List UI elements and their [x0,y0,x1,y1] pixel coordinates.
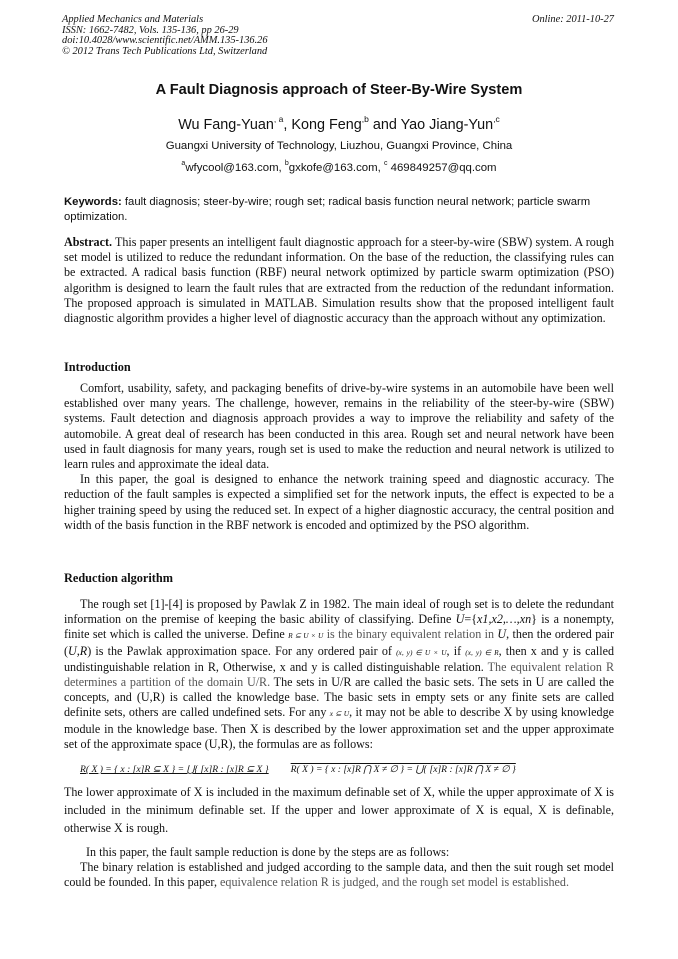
approximation-formulas [80,764,516,775]
author-2-mark: ,b [361,114,369,124]
text-run: equivalence relation R is judged, and the rough set model is established. [220,875,569,890]
author-1-mark: , a [273,114,284,124]
journal-name: Applied Mechanics and Materials [62,14,204,25]
keywords-text: fault diagnosis; steer-by-wire; rough set; radical basis function neural network; particle swarm optimization. [64,196,591,223]
text-run: The rough set [1]-[4] is proposed by Pawlak Z in 1982. The main ideal of rough set is to delete the redundant information on the premise of keeping the basic ability of classifying. Define [64,597,614,627]
online-date: Online: 2011-10-27 [531,14,614,25]
email-a: wfycool@163.com, [185,162,285,174]
text-run: , then the ordered pair ( [64,627,614,658]
keywords-label: Keywords: [64,196,122,208]
reduction-paragraph-1 [64,597,614,752]
reduction-paragraph-3: In this paper, the fault sample reduction is done by the steps are as follows: [86,845,450,859]
text-run: The sets in U/R are called the basic sets. The sets in U are called the concepts, and (U,R) is called the knowledge base. The basic sets in empty sets or any finite sets are called definite sets, others are called undefined sets. For any [64,675,614,720]
author-3: Yao Jiang-Yun [400,117,494,133]
email-b: gxkofe@163.com, [288,162,384,174]
email-line [0,160,678,174]
introduction-body [64,381,614,533]
email-c: 469849257@qq.com [387,162,497,174]
text-run: , if [446,643,466,658]
text-run: is the binary equivalent relation in [323,627,498,642]
author-separator: , [283,117,292,133]
text-run: ={ [464,612,478,627]
math-U: U [497,627,507,642]
text-run: , it may not be able to describe X by using knowledge module in the knowledge base. Then X is described by the lower approximation set and the upper approximate set of the approximate space (U,R), the formulas are as follows: [64,705,614,751]
reduction-paragraph-2: The lower approximate of X is included in the maximum definable set of X, while the upper approximate of X is included in the minimum definable set. If the upper and lower approximate of X is equal, X is definable, otherwise X is rough. [64,785,614,835]
email-a-mark: a [181,160,186,167]
lower-approximation-formula: R( X ) = { x : [x]R ⊆ X } = ⋃{ [x]R : [x]R ⊆ X } [80,764,269,775]
math-relation: R ⊆ U × U [288,631,324,641]
issn-line: ISSN: 1662-7482, Vols. 135-136, pp 26-29 [62,24,239,36]
paper-title: A Fault Diagnosis approach of Steer-By-Wire System [155,82,523,98]
text-run: The equivalent relation R determines a partition of the domain U/R. [64,659,615,690]
email-c-mark: c [383,160,388,167]
math-pair: (x, y) ∈ R [465,647,499,657]
author-2: Kong Feng [291,117,362,133]
author-1: Wu Fang-Yuan [178,117,274,133]
introduction-paragraph-2: In this paper, the goal is designed to enhance the network training speed and diagnostic accuracy. The reduction of the fault samples is expected a simplified set for the network inputs, the effect is expected to be a higher training speed by using the reduced set. In expect of a higher diagnostic accuracy, the central position and width of the basis function in the RBF network is encoded and optimized by the PSO algorithm. [64,472,614,532]
math-set: x1,x2,…,xn [477,612,532,627]
math-U: U [455,612,465,627]
math-subset: x ⊆ U [329,709,350,719]
reduction-heading: Reduction algorithm [64,571,173,585]
reduction-steps [64,845,614,891]
text-run: The binary relation is established and judged according to the sample data, and then the suit rough set model could be founded. In this paper, [64,860,614,890]
author-line [0,114,678,133]
abstract-text: This paper presents an intelligent fault diagnostic approach for a steer-by-wire (SBW) system. A rough set model is utilized to reduce the redundant information. On the base of the reduction, the classifying rules can be extracted. A radical basis function (RBF) neural network optimized by particle swarm optimization (PSO) algorithm is designed to learn the fault rules that are extracted from the reduction of the redundant information. The proposed approach is simulated in MATLAB. Simulation results show that the proposed intelligent fault diagnostic algorithm provides a higher level of diagnostic accuracy than the approach without any optimization. [64,235,614,326]
introduction-paragraph-1: Comfort, usability, safety, and packaging benefits of drive-by-wire systems in an automobile have been well established over many years. The challenge, however, remains in the reliability of the steer-by-wire (SBW) systems. Fault detection and diagnosis approach provides a way to improve the reliability and safety of the automobile. A great deal of research has been conducted in this area. Rough set and neural network have been used in fault diagnosis for many years, rough set is used to make the reduction and neural network is utilized to learn rules and approximate the ideal data. [64,381,614,472]
text-run: } is a nonempty, finite set which is called the universe. Define [64,612,615,642]
text-run: , then x and y is called undistinguishable relation in R, Otherwise, x and y is called distinguishable relation. [64,643,614,674]
introduction-heading: Introduction [64,360,131,374]
doi-line: doi:10.4028/www.scientific.net/AMM.135-136.26 [62,35,268,47]
abstract [64,235,614,326]
reduction-body [64,597,614,752]
math-pair: (x, y) ∈ U × U [396,647,447,657]
author-3-mark: ,c [493,114,500,124]
text-run: ) is the Pawlak approximation space. For any ordered pair of [87,643,397,658]
email-b-mark: b [284,160,289,167]
keywords [64,195,614,225]
author-separator: and [368,117,401,133]
affiliation: Guangxi University of Technology, Liuzhou, Guangxi Province, China [165,140,513,152]
journal-header [62,15,268,57]
reduction-paragraph-4 [64,860,614,890]
upper-approximation-formula: R( X ) = { x : [x]R ⋂ X ≠ ∅ } = ⋃{ [x]R : [x]R ⋂ X ≠ ∅ } [290,764,516,775]
reduction-continued [64,783,614,837]
math-UR: U,R [68,643,88,658]
abstract-label: Abstract. [64,235,113,249]
copyright-line: © 2012 Trans Tech Publications Ltd, Switzerland [62,45,268,57]
